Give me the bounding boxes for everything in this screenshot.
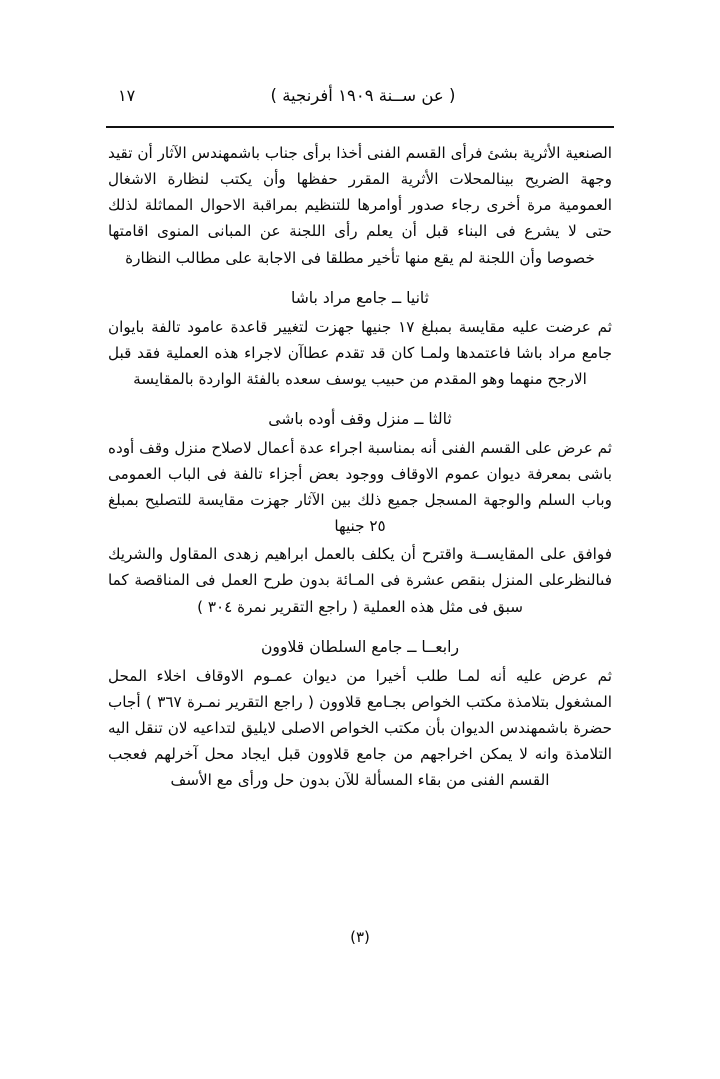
paragraph: ثم عرض عليه أنه لمـا طلب أخيرا من ديوان عمـوم الاوقاف اخلاء المحل المشغول بتلامذة مكتب الخواص بجـامع قلاوون ( راجع التقرير نمـرة ٣٦٧ ) أجاب حضرة باشمهندس الديوان بأن مكتب الخواص الاصلى لايليق لتداعيه لان تنقل اليه التلامذة وانه لا يمكن اخراجهم من جامع قلاوون قبل ايجاد محل آخرلهم فعجب القسم الفنى من بقاء المسألة للآن بدون حل ورأى مع الأسف <box>108 666 612 790</box>
footer-signature-mark: (٣) <box>350 928 370 946</box>
section-heading: ثانيا ــ جامع مراد باشا <box>290 288 430 307</box>
section-three <box>108 406 612 620</box>
header-rule <box>106 126 614 128</box>
section-heading: ثالثا ــ منزل وقف أوده باشى <box>268 409 452 428</box>
page-header <box>112 86 608 114</box>
page-number: ١٧ <box>118 86 136 105</box>
page-content <box>108 140 612 799</box>
paragraph: ثم عرض على القسم الفنى أنه بمناسبة اجراء عدة أعمال لاصلاح منزل وقف أوده باشى بمعرفة ديوان عموم الاوقاف ووجود بعض أجزاء تالفة فى الباب العمومى وباب السلم والوجهة المسجل جميع ذلك بين الآثار جهزت مقايسة للتصليح بمبلغ ٢٥ جنيها <box>108 438 612 536</box>
paragraph: ثم عرضت عليه مقايسة بمبلغ ١٧ جنيها جهزت لتغيير قاعدة عامود تالفة بايوان جامع مراد باشا فاعتمدها ولمـا كان قد تقدم عطاآن لاجراء هذه العملية فقد قبل الارجح منهما وهو المقدم من حبيب يوسف سعده بالفئة الواردة بالمقايسة <box>108 317 613 388</box>
paragraph-block-intro <box>108 140 612 271</box>
section-two <box>108 285 612 392</box>
paragraph: الصنعية الأثرية بشئ فرأى القسم الفنى أخذا برأى جناب باشمهندس الآثار أن تقيد وجهة الضريح بينالمحلات الأثرية المقرر حفظها وأن يكتب لنظارة الاشغال العمومية مرة أخرى رجاء صدور أوامرها للتنظيم بمراقبة الاحوال المماثلة لذلك حتى لا يشرع فى البناء قبل أن يعلم رأى اللجنة عن المبانى المنوى اقامتها خصوصا وأن اللجنة لم يقع منها تأخير مطلقا فى الاجابة على مطالب النظارة <box>108 144 612 267</box>
paragraph: فوافق على المقايســة واقترح أن يكلف بالعمل ابراهيم زهدى المقاول والشريك فىالنظرعلى المنزل بنقص عشرة فى المـائة بدون طرح العمل فى المناقصة كما سبق فى مثل هذه العملية ( راجع التقرير نمرة ٣٠٤ ) <box>108 545 612 616</box>
section-four <box>108 634 612 794</box>
header-title: ( عن ســنة ١٩٠٩ أفرنجية ) <box>270 86 456 105</box>
section-heading: رابعــا ــ جامع السلطان قلاوون <box>260 637 460 656</box>
